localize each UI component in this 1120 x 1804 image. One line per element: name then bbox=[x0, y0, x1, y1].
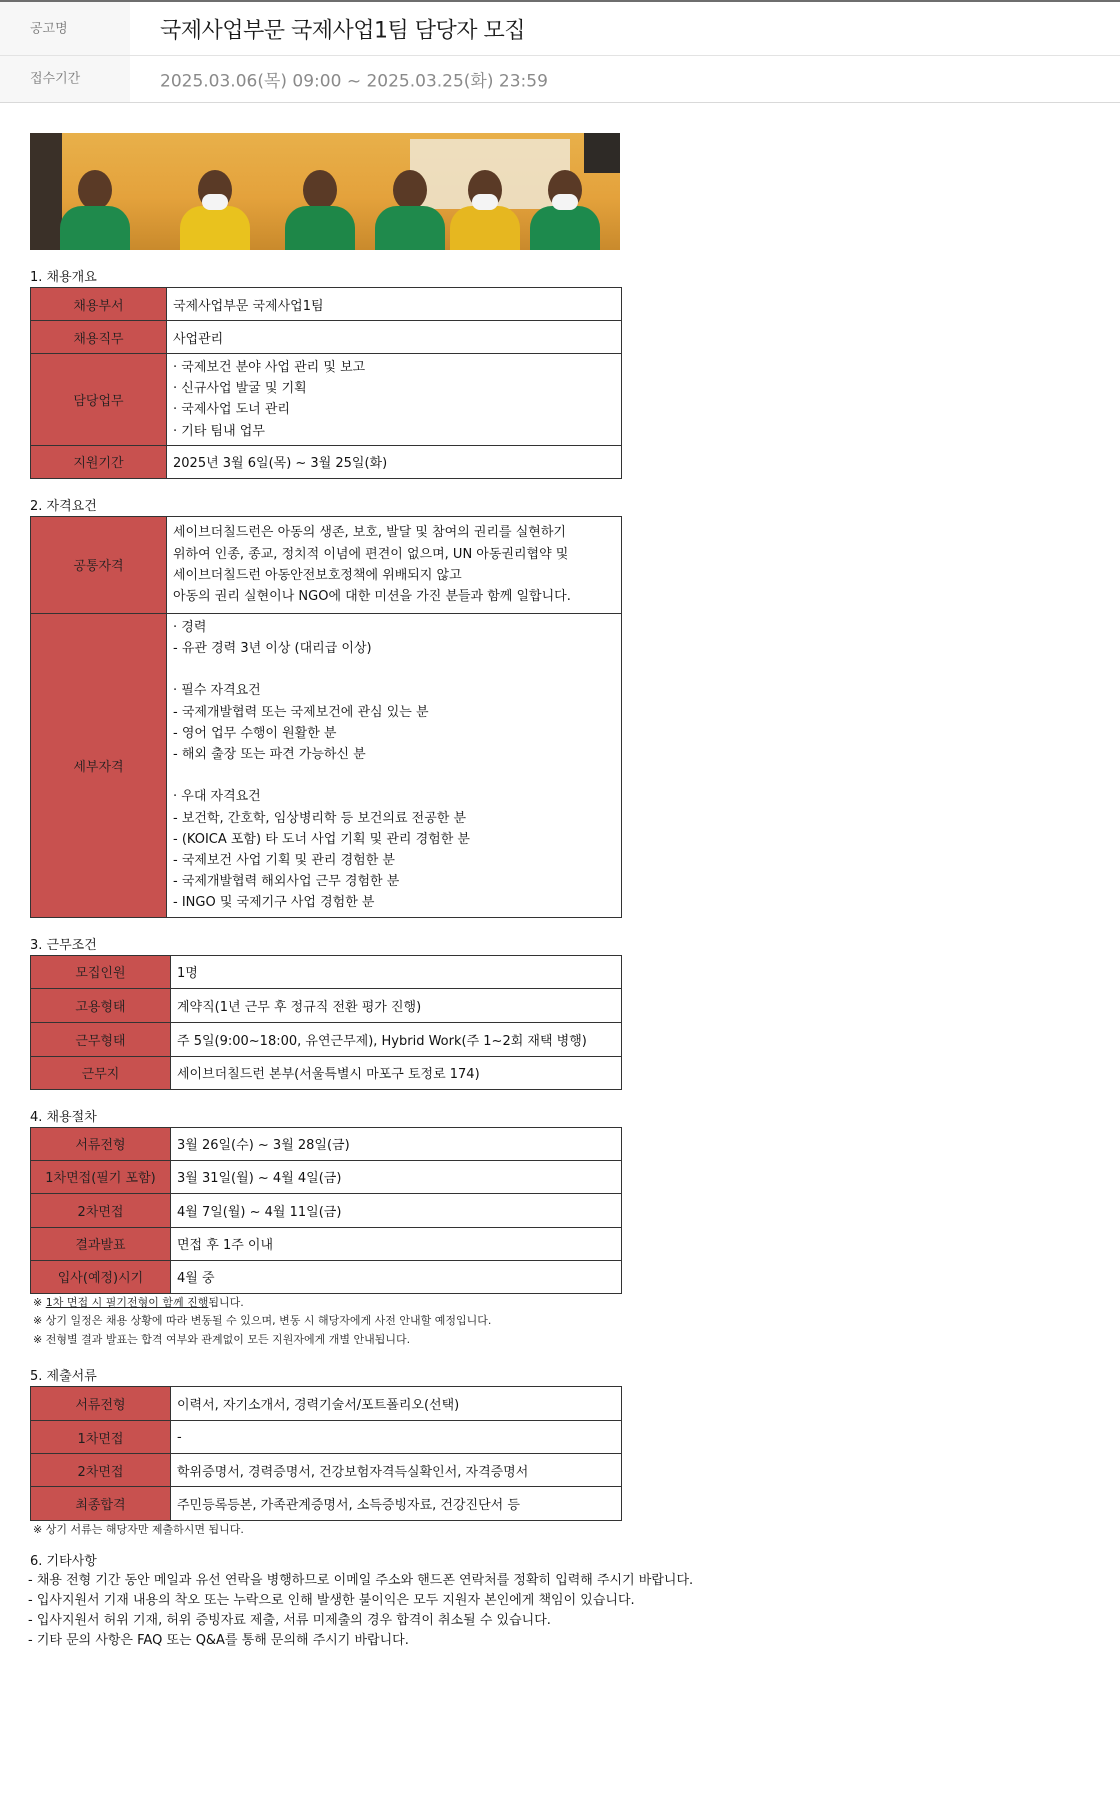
row-value: 면접 후 1주 이내 bbox=[171, 1227, 622, 1260]
row-key: 채용부서 bbox=[31, 288, 167, 321]
note-line: ※ 전형별 결과 발표는 합격 여부와 관계없이 모든 지원자에게 개별 안내됩니다. bbox=[33, 1332, 411, 1346]
documents-note: ※ 상기 서류는 해당자만 제출하시면 됩니다. bbox=[33, 1523, 244, 1537]
duty-line: · 신규사업 발굴 및 기획 bbox=[173, 381, 307, 397]
text-line: 아동의 권리 실현이나 NGO에 대한 미션을 가진 분들과 함께 일합니다. bbox=[173, 589, 571, 605]
section-title-documents: 5. 제출서류 bbox=[30, 1369, 97, 1385]
row-key: 입사(예정)시기 bbox=[31, 1260, 171, 1293]
row-value: 학위증명서, 경력증명서, 건강보험자격득실확인서, 자격증명서 bbox=[171, 1454, 622, 1487]
header-title-row bbox=[0, 2, 1120, 56]
application-period: 2025.03.06(목) 09:00 ~ 2025.03.25(화) 23:59 bbox=[160, 71, 548, 92]
row-key: 세부자격 bbox=[31, 613, 167, 917]
overview-table bbox=[30, 287, 622, 479]
conditions-table bbox=[30, 955, 622, 1090]
list-item: - 채용 전형 기간 동안 메일과 유선 연락을 병행하므로 이메일 주소와 핸드폰 연락처를 정확히 입력해 주시기 바랍니다. bbox=[28, 1572, 694, 1588]
row-key: 1차면접(필기 포함) bbox=[31, 1160, 171, 1193]
table-row bbox=[31, 1227, 622, 1260]
row-value: 1명 bbox=[171, 955, 622, 988]
process-table bbox=[30, 1127, 622, 1294]
duty-line: · 국제사업 도너 관리 bbox=[173, 402, 290, 418]
qualifications-table bbox=[30, 516, 622, 918]
text-line: - INGO 및 국제기구 사업 경험한 분 bbox=[173, 895, 375, 911]
list-item: - 입사지원서 기재 내용의 착오 또는 누락으로 인해 발생한 불이익은 모두 지원자 본인에게 책임이 있습니다. bbox=[28, 1592, 635, 1608]
row-value bbox=[167, 516, 622, 613]
table-row bbox=[31, 516, 622, 613]
table-row bbox=[31, 288, 622, 321]
row-value: 3월 31일(월) ~ 4월 4일(금) bbox=[171, 1160, 622, 1193]
text-line: · 우대 자격요건 bbox=[173, 789, 261, 805]
row-key: 모집인원 bbox=[31, 955, 171, 988]
blank-line bbox=[173, 765, 615, 786]
text-line: - 영어 업무 수행이 원활한 분 bbox=[173, 725, 337, 741]
posting-body bbox=[30, 133, 1090, 1651]
text-line: - 국제보건 사업 기획 및 관리 경험한 분 bbox=[173, 853, 395, 869]
row-key: 서류전형 bbox=[31, 1127, 171, 1160]
table-row bbox=[31, 1127, 622, 1160]
misc-list bbox=[28, 1571, 1090, 1651]
table-row bbox=[31, 354, 622, 446]
table-row bbox=[31, 1160, 622, 1193]
table-row bbox=[31, 321, 622, 354]
duty-line: · 기타 팀내 업무 bbox=[173, 423, 265, 439]
row-value bbox=[167, 354, 622, 446]
process-notes bbox=[33, 1294, 1090, 1350]
posting-title: 국제사업부문 국제사업1팀 담당자 모집 bbox=[160, 18, 526, 43]
table-row bbox=[31, 613, 622, 917]
row-key: 채용직무 bbox=[31, 321, 167, 354]
row-key: 2차면접 bbox=[31, 1193, 171, 1227]
text-line: - 해외 출장 또는 파견 가능하신 분 bbox=[173, 747, 366, 763]
documents-table bbox=[30, 1386, 622, 1521]
row-value: 세이브더칠드런 본부(서울특별시 마포구 토정로 174) bbox=[171, 1056, 622, 1089]
text-line: - 보건학, 간호학, 임상병리학 등 보건의료 전공한 분 bbox=[173, 810, 467, 826]
row-value: 3월 26일(수) ~ 3월 28일(금) bbox=[171, 1127, 622, 1160]
list-item: - 기타 문의 사항은 FAQ 또는 Q&A를 통해 문의해 주시기 바랍니다. bbox=[28, 1632, 409, 1648]
duty-line: · 국제보건 분야 사업 관리 및 보고 bbox=[173, 360, 366, 375]
table-row bbox=[31, 1056, 622, 1089]
title-label-cell bbox=[0, 2, 130, 55]
row-value: 2025년 3월 6일(목) ~ 3월 25일(화) bbox=[167, 445, 622, 478]
row-value: 4월 중 bbox=[171, 1260, 622, 1293]
row-key: 담당업무 bbox=[31, 354, 167, 446]
row-value: 주 5일(9:00~18:00, 유연근무제), Hybrid Work(주 1~2회 재택 병행) bbox=[171, 1022, 622, 1056]
table-row bbox=[31, 1260, 622, 1293]
banner-image bbox=[30, 133, 620, 250]
text-line: 세이브더칠드런은 아동의 생존, 보호, 발달 및 참여의 권리를 실현하기 bbox=[173, 525, 566, 541]
text-line: 위하여 인종, 종교, 정치적 이념에 편견이 없으며, UN 아동권리협약 및 bbox=[173, 546, 569, 562]
row-value: 주민등록등본, 가족관계증명서, 소득증빙자료, 건강진단서 등 bbox=[171, 1487, 622, 1521]
row-key: 2차면접 bbox=[31, 1454, 171, 1487]
table-row bbox=[31, 1387, 622, 1421]
note-line: ※ 상기 일정은 채용 상황에 따라 변동될 수 있으며, 변동 시 해당자에게 사전 안내할 예정입니다. bbox=[33, 1314, 492, 1328]
table-row bbox=[31, 955, 622, 988]
table-row bbox=[31, 988, 622, 1022]
row-value: 이력서, 자기소개서, 경력기술서/포트폴리오(선택) bbox=[171, 1387, 622, 1421]
text-line: - 유관 경력 3년 이상 (대리급 이상) bbox=[173, 641, 372, 657]
table-row bbox=[31, 1022, 622, 1056]
table-row bbox=[31, 1421, 622, 1454]
period-label: 접수기간 bbox=[30, 71, 81, 87]
text-line: - 국제개발협력 또는 국제보건에 관심 있는 분 bbox=[173, 704, 429, 720]
text-line: · 필수 자격요건 bbox=[173, 683, 261, 699]
row-key: 고용형태 bbox=[31, 988, 171, 1022]
row-value bbox=[167, 613, 622, 917]
row-key: 결과발표 bbox=[31, 1227, 171, 1260]
header-period-row bbox=[0, 56, 1120, 103]
underlined-note: 1차 면접 시 필기전형이 함께 진행 bbox=[45, 1295, 209, 1309]
row-value: 국제사업부문 국제사업1팀 bbox=[167, 288, 622, 321]
row-key: 서류전형 bbox=[31, 1387, 171, 1421]
text-line: - (KOICA 포함) 타 도너 사업 기획 및 관리 경험한 분 bbox=[173, 831, 470, 847]
row-value: 4월 7일(월) ~ 4월 11일(금) bbox=[171, 1193, 622, 1227]
note-line: ※ 1차 면접 시 필기전형이 함께 진행됩니다. bbox=[33, 1295, 244, 1309]
text-line: 세이브더칠드런 아동안전보호정책에 위배되지 않고 bbox=[173, 567, 462, 583]
text-line: - 국제개발협력 해외사업 근무 경험한 분 bbox=[173, 874, 400, 890]
section-title-misc: 6. 기타사항 bbox=[30, 1553, 97, 1569]
blank-line bbox=[173, 659, 615, 680]
period-label-cell bbox=[0, 56, 130, 102]
row-key: 최종합격 bbox=[31, 1487, 171, 1521]
row-value: - bbox=[171, 1421, 622, 1454]
table-row bbox=[31, 1487, 622, 1521]
section-title-conditions: 3. 근무조건 bbox=[30, 937, 97, 953]
section-title-overview: 1. 채용개요 bbox=[30, 270, 97, 285]
section-title-process: 4. 채용절차 bbox=[30, 1109, 97, 1125]
row-key: 공통자격 bbox=[31, 516, 167, 613]
row-key: 근무지 bbox=[31, 1056, 171, 1089]
row-value: 계약직(1년 근무 후 정규직 전환 평가 진행) bbox=[171, 988, 622, 1022]
row-value: 사업관리 bbox=[167, 321, 622, 354]
section-title-qualifications: 2. 자격요건 bbox=[30, 498, 97, 514]
list-item: - 입사지원서 허위 기재, 허위 증빙자료 제출, 서류 미제출의 경우 합격이 취소될 수 있습니다. bbox=[28, 1612, 551, 1628]
title-label: 공고명 bbox=[30, 21, 68, 36]
table-row bbox=[31, 445, 622, 478]
table-row bbox=[31, 1193, 622, 1227]
text-line: · 경력 bbox=[173, 619, 207, 635]
row-key: 1차면접 bbox=[31, 1421, 171, 1454]
table-row bbox=[31, 1454, 622, 1487]
row-key: 근무형태 bbox=[31, 1022, 171, 1056]
row-key: 지원기간 bbox=[31, 445, 167, 478]
